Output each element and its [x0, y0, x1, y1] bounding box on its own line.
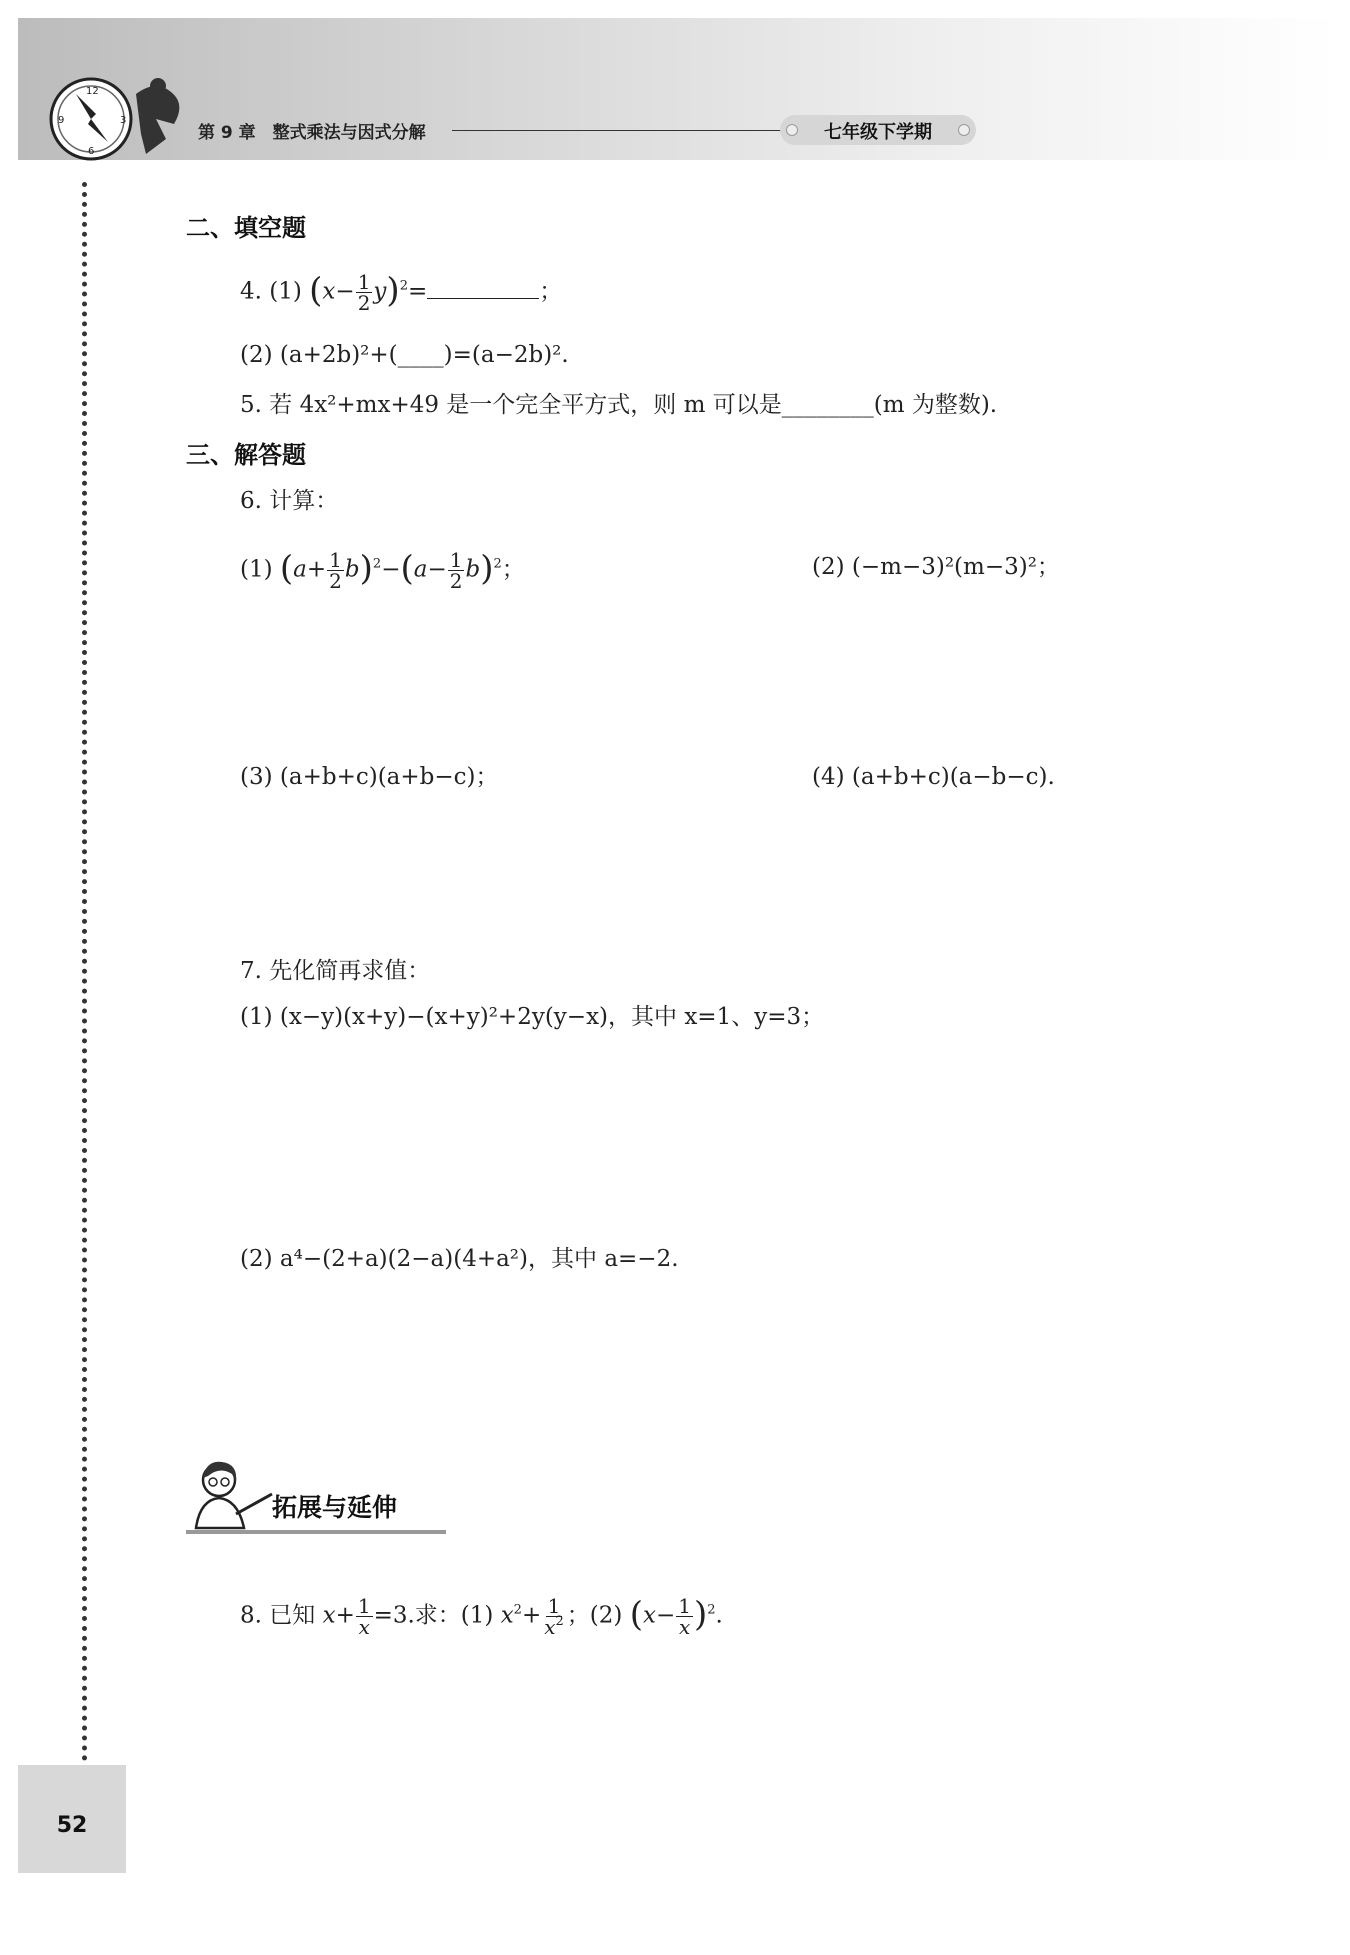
question-6-1: (1) (a+ $\frac{1}{2}$ b)$^2$−(a− $\frac{1}{2}$ b)$^2$；: [240, 548, 525, 593]
q4-label: 4. (1): [240, 278, 302, 305]
svg-text:3: 3: [120, 115, 127, 126]
header-rule: [452, 130, 782, 131]
extension-title: 拓展与延伸: [272, 1493, 398, 1522]
question-6-2: (2) (−m−3)²(m−3)²；: [812, 554, 1060, 580]
teacher-icon: [186, 1458, 276, 1536]
question-6-title: 6. 计算：: [240, 488, 339, 514]
extension-underline: [186, 1530, 446, 1534]
question-6-4: (4) (a+b+c)(a−b−c).: [812, 764, 1055, 790]
chapter-label: 第 9 章 整式乘法与因式分解: [198, 123, 426, 143]
section-title-fill-blank: 二、填空题: [186, 214, 306, 242]
svg-text:9: 9: [58, 115, 65, 126]
page-number-box: [18, 1765, 126, 1873]
question-7-title: 7. 先化简再求值：: [240, 958, 431, 984]
clock-runner-icon: [46, 74, 196, 164]
grade-label: 七年级下学期: [824, 122, 932, 143]
q6-1-label: (1): [240, 556, 273, 583]
svg-text:12: 12: [86, 86, 99, 97]
page-number: 52: [56, 1813, 88, 1838]
question-8: 8. 已知 x+ $\frac{1}{x}$ =3.求：(1) $x^2+$ $\frac{1}{x^2}$ ；(2) (x− $\frac{1}{x}$ )$^2$.: [240, 1594, 723, 1639]
question-4-2: (2) (a+2b)²+(____)=(a−2b)².: [240, 342, 569, 368]
question-4-1: 4. (1) (x− $\frac{1}{2}$ y)$^2$= ；: [240, 270, 563, 315]
question-6-3: (3) (a+b+c)(a+b−c)；: [240, 764, 499, 790]
grade-badge: [780, 115, 976, 145]
question-7-2: (2) a⁴−(2+a)(2−a)(4+a²)，其中 a=−2.: [240, 1246, 679, 1272]
q8-label: 8. 已知: [240, 1602, 316, 1629]
question-5: 5. 若 4x²+mx+49 是一个完全平方式，则 m 可以是________(m 为整数).: [240, 392, 998, 418]
section-title-answer: 三、解答题: [186, 441, 306, 469]
question-7-1: (1) (x−y)(x+y)−(x+y)²+2y(y−x)，其中 x=1、y=3；: [240, 1004, 825, 1030]
dotted-margin: [82, 182, 87, 1762]
svg-text:6: 6: [88, 146, 95, 157]
pill-dot-icon: [958, 124, 970, 136]
